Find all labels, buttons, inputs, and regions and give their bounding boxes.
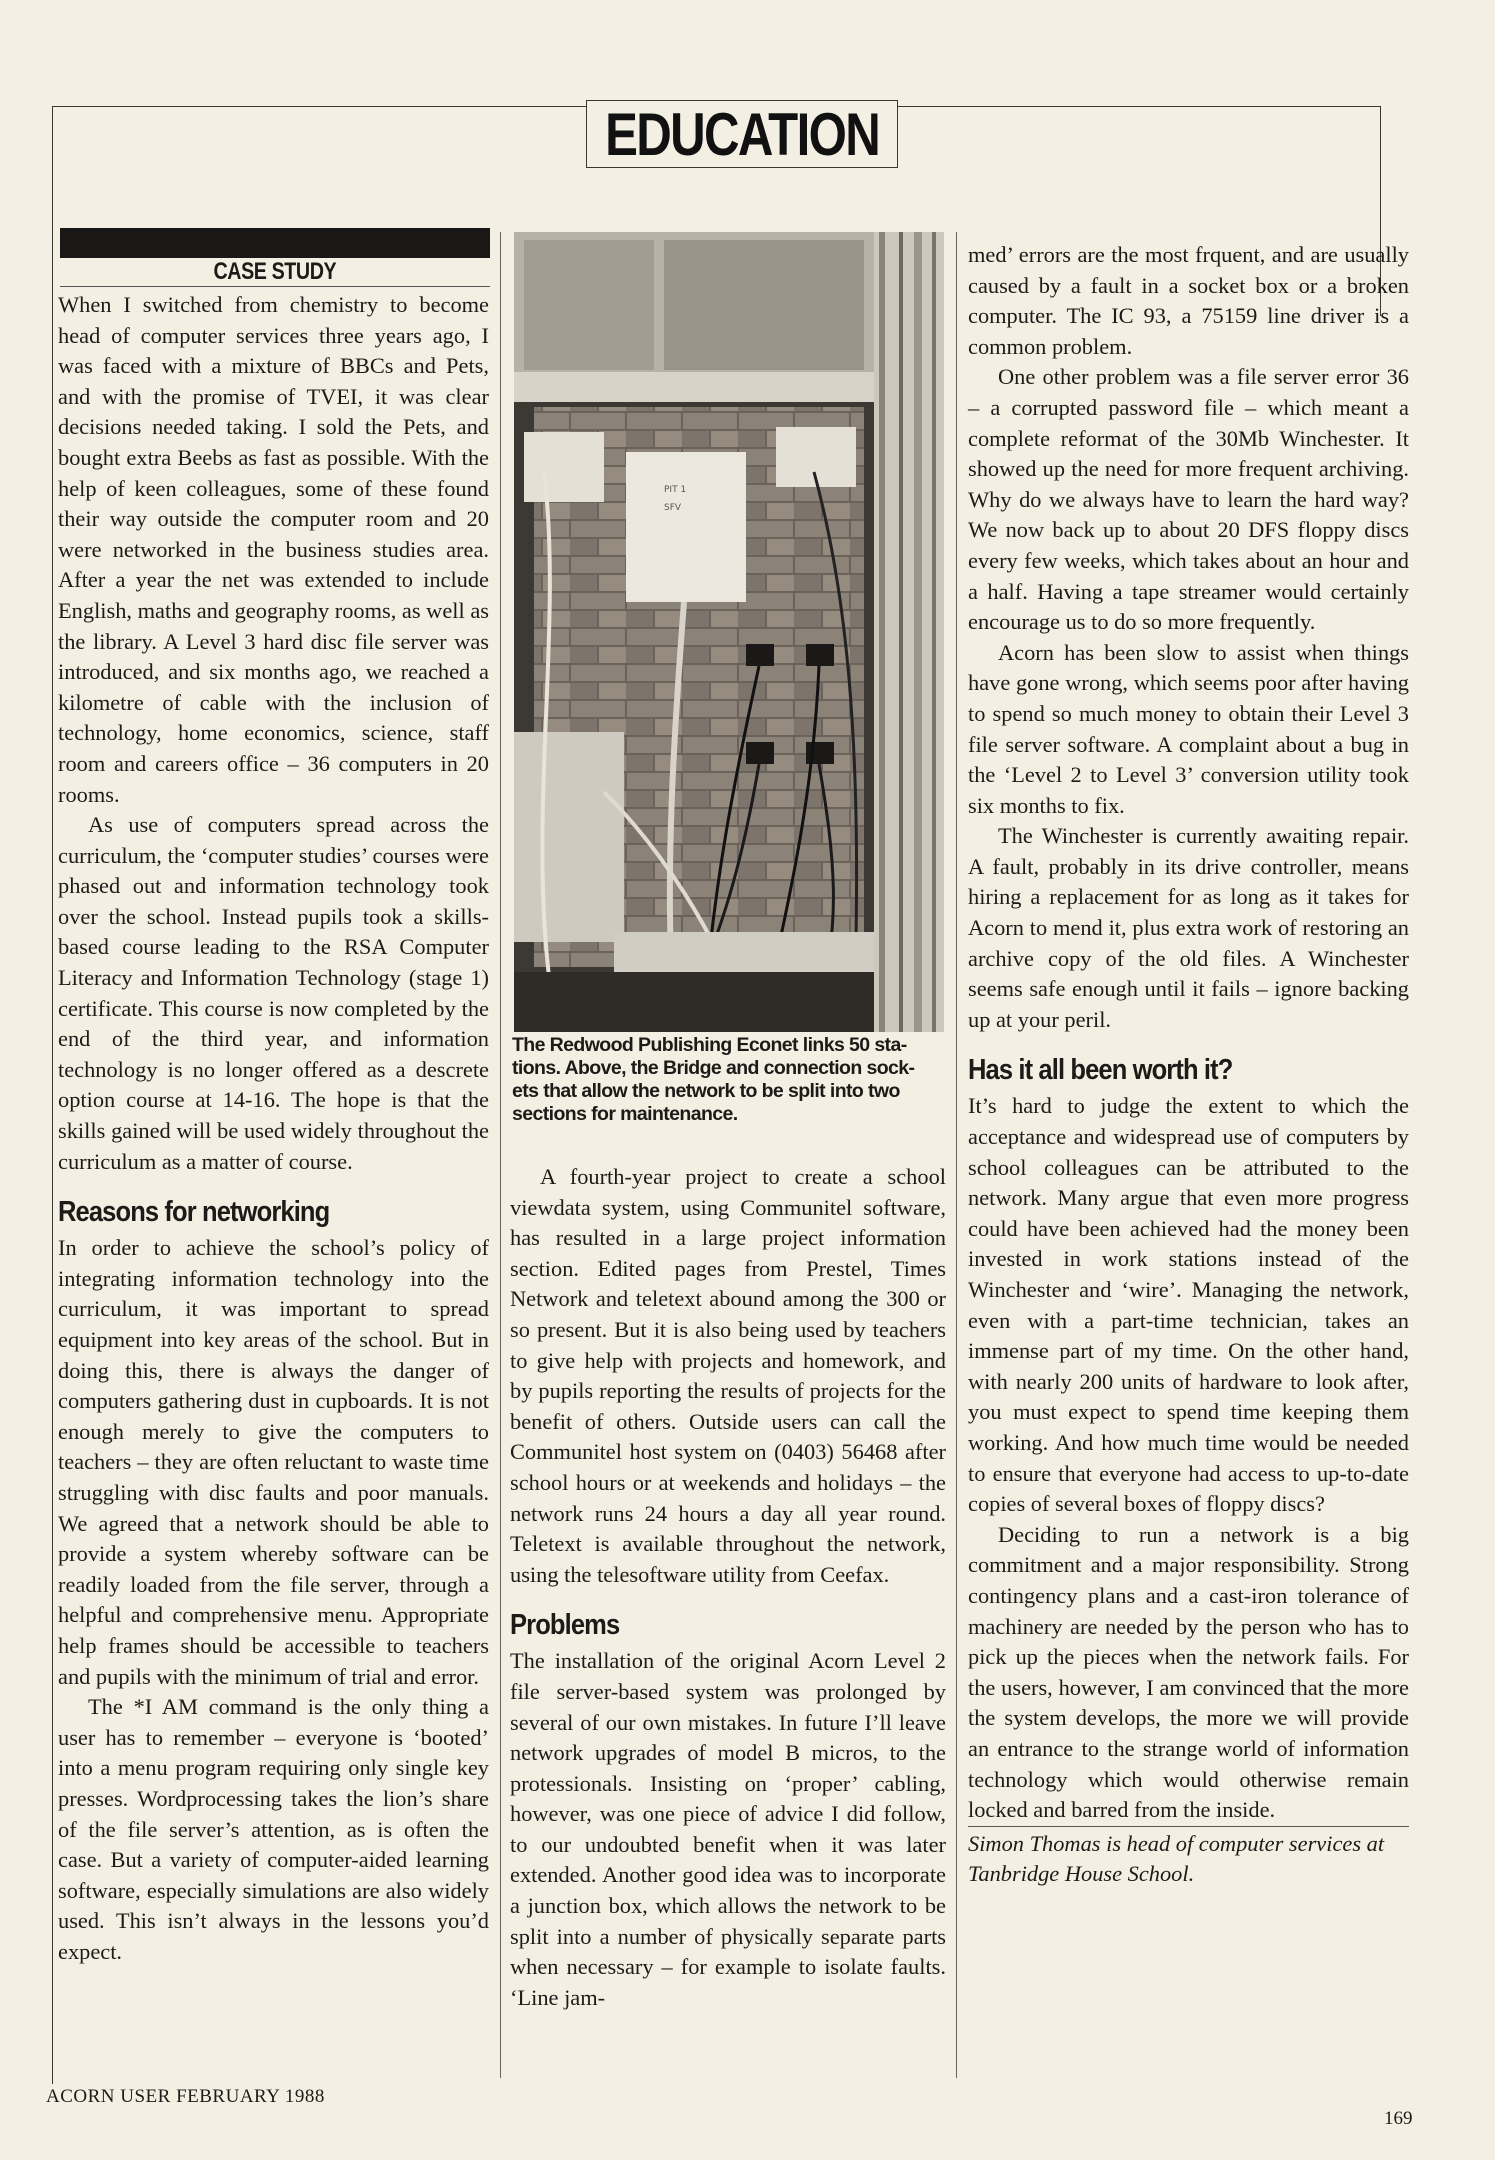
author-byline: Simon Thomas is head of computer services at Tanbridge House School. (968, 1826, 1409, 1890)
wiring-cabinet-image (514, 232, 944, 1032)
paragraph: The Winchester is currently awaiting repair. A fault, probably in its drive controller, means hiring a replacement for as long as it takes for Acorn to mend it, plus extra work of restoring an archive copy of the old files. A Winchester seems safe enough until it fails – ignore backing up at your peril. (968, 823, 1409, 1032)
paragraph: The *I AM command is the only thing a user has to remember – everyone is ‘booted’ into a menu program requiring only single key presses. Wordprocessing takes the lion’s share of the file server’s attention, as is often the case. But a variety of computer-aided learning software, especially simulations are also widely used. This isn’t always in the lessons you’d expect. (58, 1694, 489, 1964)
article-column-1 (58, 290, 489, 1967)
section-masthead (586, 100, 898, 168)
column-divider (500, 232, 501, 2078)
subheading-problems: Problems (510, 1609, 620, 1642)
column-divider (956, 232, 957, 2078)
paragraph: One other problem was a file server error 36 – a corrupted password file – which meant a complete reformat of the 30Mb Winchester. It showed up the need for more frequent archiving. Why do we always have to learn the hard way? We now back up to about 20 DFS floppy discs every few weeks, which takes about an hour and a half. Having a tape streamer would certainly encourage us to do so more frequently. (968, 364, 1409, 635)
paragraph: Acorn has been slow to assist when things have gone wrong, which seems poor after having to spend so much money to obtain their Level 3 file server software. A complaint about a bug in the ‘Level 2 to Level 3’ conversion utility took six months to fix. (968, 639, 1409, 818)
kicker-label: CASE STUDY (213, 258, 337, 285)
article-column-3 (968, 240, 1409, 1890)
paragraph: As use of computers spread across the curriculum, the ‘computer studies’ courses were phased out and information technology took over the school. Instead pupils took a skills-based course leading to the RSA Computer Literacy and Information Technology (stage 1) certificate. This course is now completed by the end of the third year, and information technology is no longer offered as a descrete option course at 14-16. The hope is that the skills gained will be used widely throughout the curriculum as a matter of course. (58, 812, 489, 1174)
box-label: SFV (664, 503, 682, 513)
paragraph: When I switched from chemistry to become head of computer services three years ago, I was faced with a mixture of BBCs and Pets, and with the promise of TVEI, it was clear decisions needed taking. I sold the Pets, and bought extra Beebs as fast as possible. With the help of keen colleagues, some of these found their way outside the computer room and 20 were networked in the business studies area. After a year the net was extended to include English, maths and geography rooms, as well as the library. A Level 3 hard disc file server was introduced, and six months ago, we reached a kilometre of cable with the inclusion of technology, home economics, science, staff room and careers office – 36 computers in 20 rooms. (58, 292, 489, 807)
page-number: 169 (1384, 2108, 1413, 2129)
caption-line: tions. Above, the Bridge and connection sock- (512, 1057, 915, 1079)
caption-line: sections for maintenance. (512, 1103, 738, 1125)
econet-photo (514, 232, 944, 1032)
kicker-bar (60, 228, 490, 258)
publication-footer: ACORN USER FEBRUARY 1988 (46, 2086, 325, 2107)
caption-line: The Redwood Publishing Econet links 50 sta- (512, 1034, 907, 1056)
page-frame-left (52, 106, 53, 2084)
case-study-kicker (60, 258, 490, 287)
photo-caption (512, 1034, 944, 1126)
subheading-reasons: Reasons for networking (58, 1196, 330, 1229)
paragraph: Deciding to run a network is a big commitment and a major responsibility. Strong contingency plans and a cast-iron tolerance of machinery are needed by the person who has to pick up the pieces when the network fails. For the users, however, I am convinced that the more the system develops, the more we will provide an entrance to the strange world of information technology which would otherwise remain locked and barred from the inside. (968, 1521, 1409, 1823)
article-column-2 (510, 1162, 946, 2013)
masthead-title: EDUCATION (604, 100, 880, 168)
caption-line: ets that allow the network to be split into two (512, 1080, 900, 1102)
subheading-worth-it: Has it all been worth it? (968, 1054, 1233, 1087)
paragraph: In order to achieve the school’s policy of integrating information technology into the curriculum, it was important to spread equipment into key areas of the school. But in doing this, there is always the danger of computers gathering dust in cupboards. It is not enough merely to give the computers to teachers – they are often reluctant to waste time struggling with disc faults and poor manuals. We agreed that a network should be able to provide a system whereby software can be readily loaded from the file server, through a helpful and comprehensive menu. Appropriate help frames should be accessible to teachers and pupils with the minimum of trial and error. (58, 1235, 489, 1689)
paragraph: The installation of the original Acorn Level 2 file server-based system was prolonged by several of our own mistakes. In future I’ll leave network upgrades of model B micros, to the protessionals. Insisting on ‘proper’ cabling, however, was one piece of advice I did follow, to our undoubted benefit when it was later extended. Another good idea was to incorporate a junction box, which allows the network to be split into a number of physically separate parts when necessary – for example to isolate faults. ‘Line jam- (510, 1648, 946, 2010)
paragraph: A fourth-year project to create a school viewdata system, using Communitel software, has resulted in a large project information section. Edited pages from Prestel, Times Network and teletext abound among the 300 or so present. But it is also being used by teachers to give help with projects and homework, and by pupils reporting the results of projects for the benefit of others. Outside users can call the Communitel host system on (0403) 56468 after school hours or at weekends and holidays – the network runs 24 hours a day all year round. Teletext is available throughout the network, using the telesoftware utility from Ceefax. (510, 1164, 946, 1587)
paragraph: It’s hard to judge the extent to which the acceptance and widespread use of computers by school colleagues can be attributed to the network. Many argue that even more progress could have been achieved had the money been invested in work stations instead of the Winchester and ‘wire’. Managing the network, even with a part-time technician, takes an immense part of my time. On the other hand, with nearly 200 units of hardware to look after, you must expect to spend time keeping them working. And how much time would be needed to ensure that everyone had access to up-to-date copies of several boxes of floppy discs? (968, 1093, 1409, 1517)
box-label: PIT 1 (664, 485, 687, 495)
paragraph: med’ errors are the most frquent, and are usually caused by a fault in a socket box or a broken computer. The IC 93, a 75159 line driver is a common problem. (968, 242, 1409, 359)
